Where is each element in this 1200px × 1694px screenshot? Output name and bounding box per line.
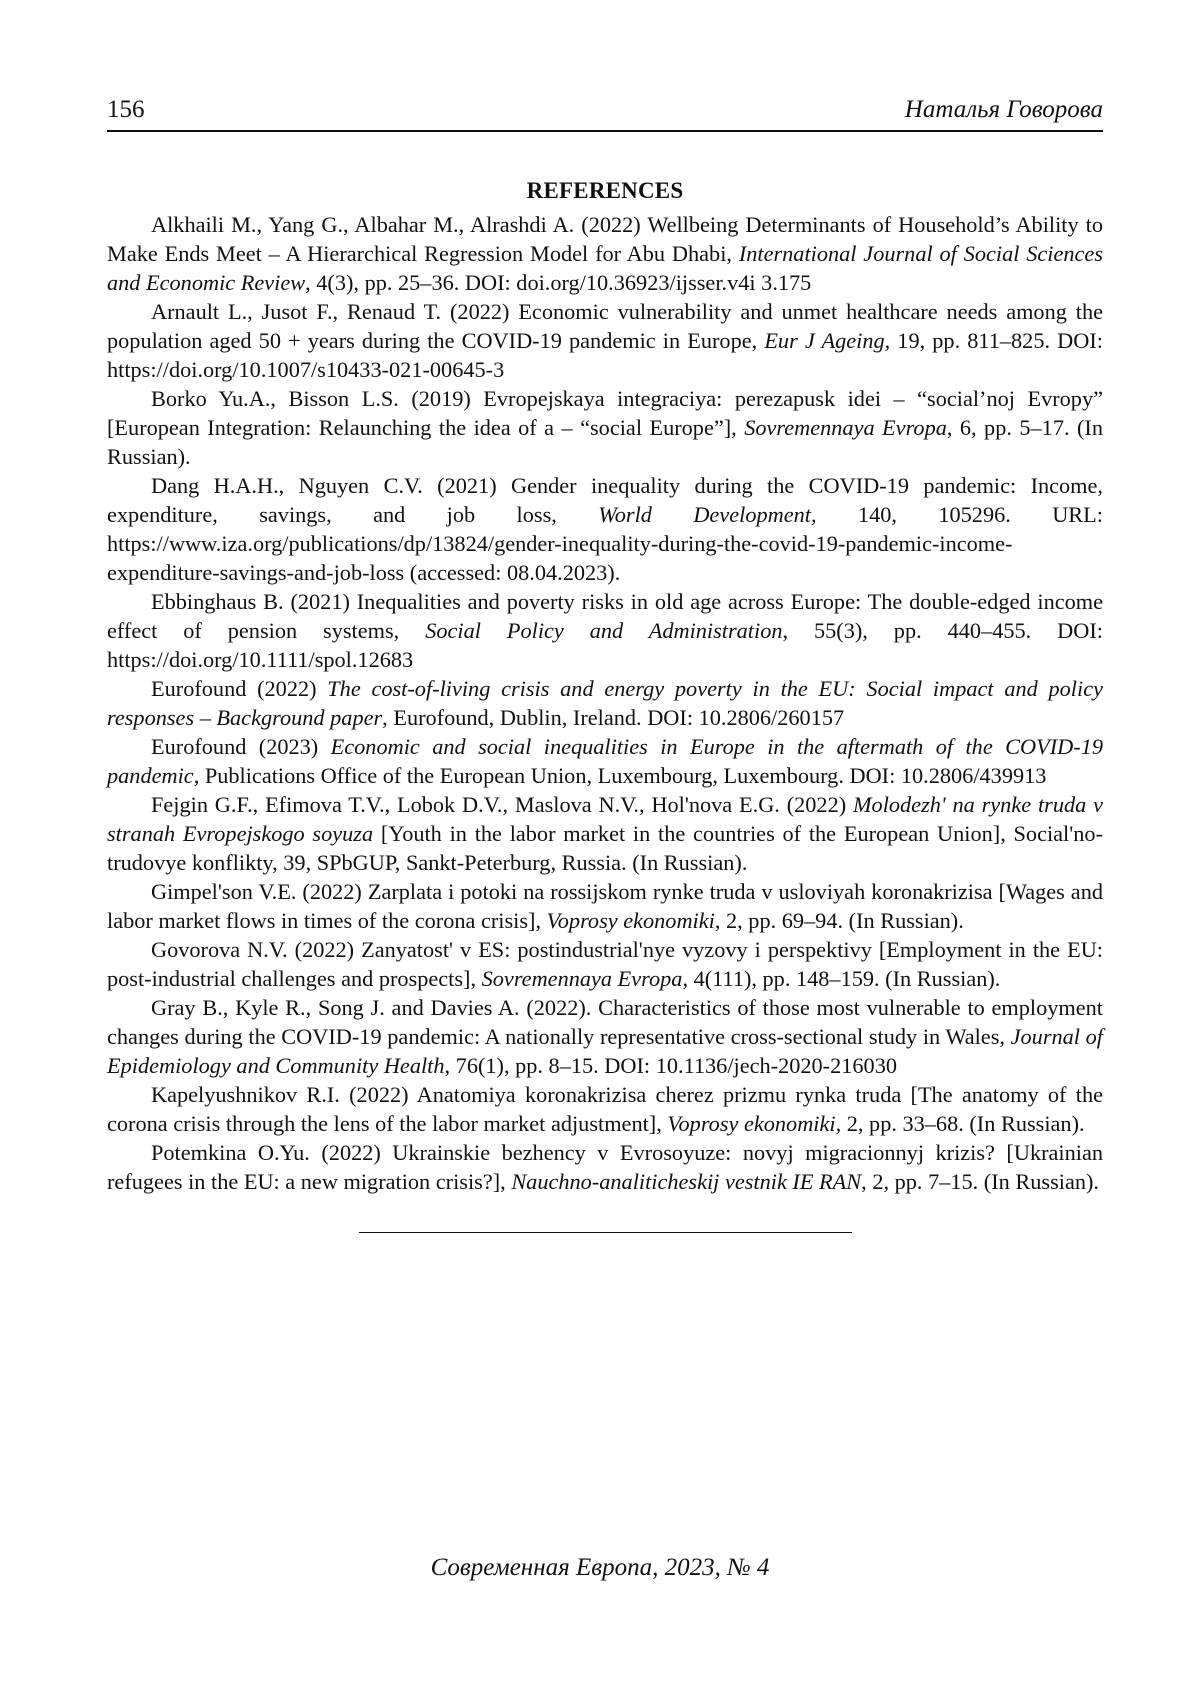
reference-text: Ebbinghaus B. (2021) Inequalities and poverty risks in old age across Europe: The double-edged income effect of pension systems,: [107, 589, 1103, 643]
reference-source-title: Nauchno-analiticheskij vestnik IE RAN: [511, 1169, 862, 1194]
reference-text: Eurofound (2023): [151, 734, 331, 759]
reference-source-title: Sovremennaya Evropa: [744, 415, 947, 440]
reference-source-title: International Journal of Social Sciences and Economic Review: [107, 241, 1103, 295]
reference-entry: [107, 790, 1103, 877]
reference-text: Gimpel'son V.E. (2022) Zarplata i potoki na rossijskom rynke truda v usloviyah koronakrizisa [Wages and labor market flows in times of the corona crisis],: [107, 879, 1103, 933]
reference-entry: [107, 384, 1103, 471]
reference-entry: [107, 1080, 1103, 1138]
running-header: [107, 96, 1103, 132]
reference-text: Kapelyushnikov R.I. (2022) Anatomiya koronakrizisa cherez prizmu rynka truda [The anatomy of the corona crisis through the lens of the labor market adjustment],: [107, 1082, 1103, 1136]
page-content: [107, 96, 1103, 1233]
reference-entry: [107, 471, 1103, 587]
reference-entry: [107, 587, 1103, 674]
references-heading: REFERENCES: [526, 178, 684, 203]
reference-source-title: Voprosy ekonomiki: [546, 908, 715, 933]
reference-source-title: Sovremennaya Evropa: [481, 966, 683, 991]
page-number: 156: [107, 96, 145, 123]
reference-text: , 4(111), pp. 148–159. (In Russian).: [682, 966, 1001, 991]
reference-text: , 6, pp. 5–17. (In Russian).: [107, 415, 1103, 469]
reference-text: 19, pp. 811–825. DOI: https://doi.org/10.1007/s10433-021-00645-3: [107, 328, 1103, 382]
reference-text: Dang H.A.H., Nguyen C.V. (2021) Gender inequality during the COVID-19 pandemic: Income, expenditure, savings, and job loss,: [107, 473, 1103, 527]
reference-text: Potemkina O.Yu. (2022) Ukrainskie bezhency v Evrosoyuze: novyj migracionnyj krizis? [Ukrainian refugees in the EU: a new migration crisis?],: [107, 1140, 1103, 1194]
reference-source-title: The cost-of-living crisis and energy poverty in the EU: Social impact and policy responses – Background paper: [107, 676, 1103, 730]
reference-text: Eurofound (2022): [151, 676, 328, 701]
reference-source-title: Economic and social inequalities in Europe in the aftermath of the COVID-19 pandemic: [107, 734, 1103, 788]
reference-text: Gray B., Kyle R., Song J. and Davies A. (2022). Characteristics of those most vulnerable to employment changes during the COVID-19 pandemic: A nationally representative cross-sectional study in Wales,: [107, 995, 1103, 1049]
reference-text: Borko Yu.A., Bisson L.S. (2019) Evropejskaya integraciya: perezapusk idei – “social’noj Evropy” [European Integration: Relaunching the idea of a – “social Europe”],: [107, 386, 1103, 440]
reference-source-title: Journal of Epidemiology and Community Health: [107, 1024, 1104, 1078]
reference-text: Alkhaili M., Yang G., Albahar M., Alrashdi A. (2022) Wellbeing Determinants of Household’s Ability to Make Ends Meet – A Hierarchical Regression Model for Abu Dhabi,: [107, 212, 1103, 266]
reference-source-title: World Development,: [598, 502, 817, 527]
reference-text: , 2, pp. 69–94. (In Russian).: [714, 908, 964, 933]
reference-entry: [107, 674, 1103, 732]
reference-text: , Publications Office of the European Union, Luxembourg, Luxembourg. DOI: 10.2806/439913: [193, 763, 1047, 788]
reference-text: [Youth in the labor market in the countries of the European Union], Social'no-trudovye konflikty, 39, SPbGUP, Sankt-Peterburg, Russia. (In Russian).: [107, 821, 1103, 875]
journal-footer: Современная Европа, 2023, № 4: [430, 1554, 770, 1581]
reference-entry: [107, 993, 1103, 1080]
running-header-author: Наталья Говорова: [904, 96, 1103, 123]
reference-text: Fejgin G.F., Efimova T.V., Lobok D.V., Maslova N.V., Hol'nova E.G. (2022): [151, 792, 853, 817]
reference-text: , 2, pp. 7–15. (In Russian).: [861, 1169, 1099, 1194]
reference-source-title: Eur J Ageing,: [764, 328, 891, 353]
reference-source-title: Molodezh' na rynke truda v stranah Evropejskogo soyuza: [107, 792, 1103, 846]
reference-text: , 55(3), pp. 440–455. DOI: https://doi.org/10.1111/spol.12683: [107, 618, 1103, 672]
reference-entry: [107, 877, 1103, 935]
reference-text: , 76(1), pp. 8–15. DOI: 10.1136/jech-2020-216030: [444, 1053, 897, 1078]
reference-text: , 4(3), pp. 25–36. DOI: doi.org/10.36923/ijsser.v4i 3.175: [305, 270, 812, 295]
reference-entry: [107, 1138, 1103, 1196]
reference-entry: [107, 210, 1103, 297]
reference-entry: [107, 297, 1103, 384]
reference-text: , Eurofound, Dublin, Ireland. DOI: 10.2806/260157: [382, 705, 845, 730]
reference-source-title: Voprosy ekonomiki,: [667, 1111, 842, 1136]
reference-text: 140, 105296. URL: https://www.iza.org/publications/dp/13824/gender-inequality-during-the-covid-19-pandemic-income-expenditure-savings-and-job-loss (accessed: 08.04.2023).: [107, 502, 1103, 585]
references-list: [107, 210, 1103, 1196]
reference-entry: [107, 935, 1103, 993]
reference-text: Govorova N.V. (2022) Zanyatost' v ES: postindustrial'nye vyzovy i perspektivy [Employment in the EU: post-industrial challenges and prospects],: [107, 937, 1103, 991]
end-divider: [359, 1232, 852, 1233]
reference-source-title: Social Policy and Administration: [425, 618, 783, 643]
reference-text: Arnault L., Jusot F., Renaud T. (2022) Economic vulnerability and unmet healthcare needs among the population aged 50 + years during the COVID-19 pandemic in Europe,: [107, 299, 1103, 353]
reference-entry: [107, 732, 1103, 790]
reference-text: 2, pp. 33–68. (In Russian).: [841, 1111, 1085, 1136]
